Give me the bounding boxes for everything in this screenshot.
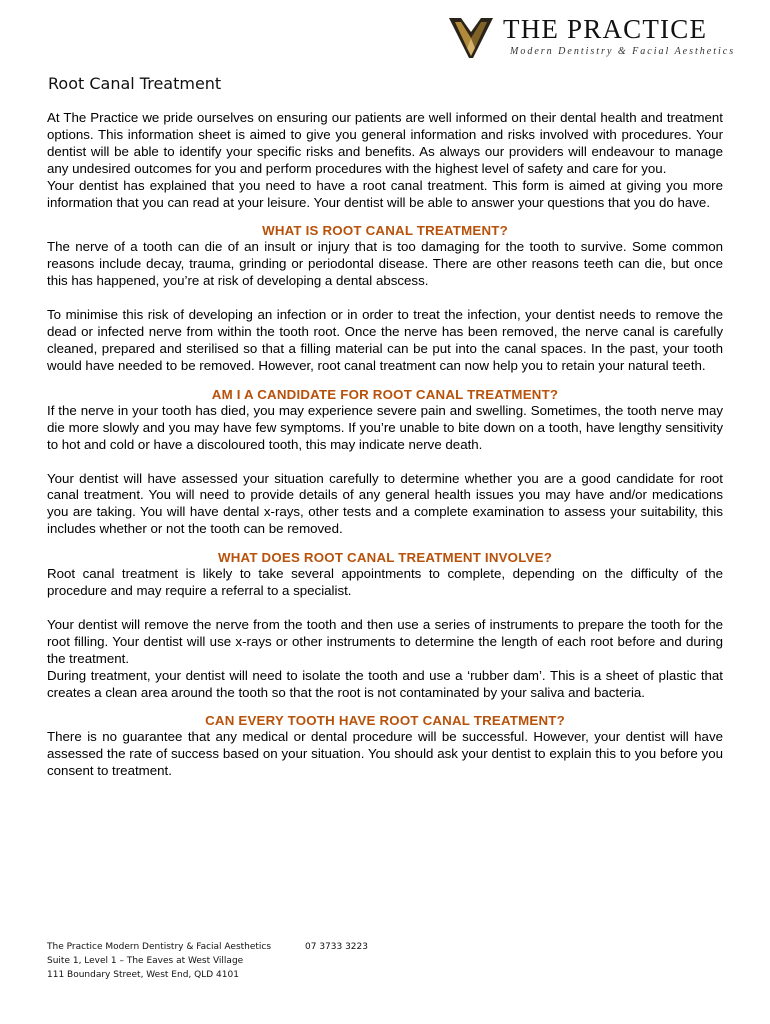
section-paragraph: There is no guarantee that any medical or dental procedure will be successful. However, your dentist will have assessed the rate of success based on your situation. You should ask your dentist to explain this to you before you consent to treatment. [47,729,723,779]
brand-tagline: Modern Dentistry & Facial Aesthetics [510,46,736,57]
section-paragraph: To minimise this risk of developing an infection or in order to treat the infection, your dentist needs to remove the dead or infected nerve from within the tooth root. Once the nerve has been removed, the nerve canal is carefully cleaned, prepared and sterilised so that a filling material can be put into the canal spaces. In the past, your tooth would have needed to be removed. However, root canal treatment can now help you to retain your natural teeth. [47,307,723,373]
section-paragraph: If the nerve in your tooth has died, you may experience severe pain and swelling. Sometimes, the tooth nerve may die more slowly and you may have few symptoms. If you’re unable to bite down on a tooth, have lengthy sensitivity to hot and cold or have a discoloured tooth, this may indicate nerve death. [47,402,723,452]
section-heading: CAN EVERY TOOTH HAVE ROOT CANAL TREATMENT? [205,713,565,729]
footer-suite: Suite 1, Level 1 – The Eaves at West Village [47,956,244,966]
document-body [47,110,723,780]
section-paragraph: Your dentist will have assessed your situation carefully to determine whether you are a good candidate for root canal treatment. You will need to provide details of any general health issues you may have and/or medications you are taking. You will have dental x-rays, other tests and a complete examination to assess your suitability, this includes whether or not the tooth can be removed. [47,470,723,537]
footer-address [47,940,368,982]
footer-practice-name: The Practice Modern Dentistry & Facial Aesthetics [47,942,272,952]
intro-paragraph: At The Practice we pride ourselves on ensuring our patients are well informed on their dental health and treatment options. This information sheet is aimed to give you general information and risks involved with procedures. Your dentist will be able to identify your specific risks and benefits. As always our providers will endeavour to manage any undesired outcomes for you and perform procedures with the highest level of safety and care for you. [47,110,723,176]
page-title: Root Canal Treatment [48,74,222,93]
section-heading: WHAT DOES ROOT CANAL TREATMENT INVOLVE? [217,550,553,566]
section-paragraph: The nerve of a tooth can die of an insult or injury that is too damaging for the tooth to survive. Some common reasons include decay, trauma, grinding or periodontal disease. There are other reasons teeth can die, but once this has happened, you’re at risk of developing a dental abscess. [47,239,723,289]
section-heading: WHAT IS ROOT CANAL TREATMENT? [262,223,508,239]
footer-phone: 07 3733 3223 [305,942,368,952]
brand-name: THE PRACTICE [503,14,708,44]
section-paragraph: Your dentist will remove the nerve from the tooth and then use a series of instruments to prepare the tooth for the root filling. Your dentist will use x-rays or other instruments to determine the length of each root before and during the treatment. [47,616,723,666]
section-heading: AM I A CANDIDATE FOR ROOT CANAL TREATMENT? [211,386,559,402]
tooth-logo-icon [447,14,495,60]
footer-street: 111 Boundary Street, West End, QLD 4101 [47,970,239,980]
section-paragraph: During treatment, your dentist will need to isolate the tooth and use a ‘rubber dam’. This is a sheet of plastic that creates a clean area around the tooth so that the root is not contaminated by your saliva and bacteria. [47,667,723,700]
intro-paragraph: Your dentist has explained that you need to have a root canal treatment. This form is aimed at giving you more information that you can read at your leisure. Your dentist will be able to answer your questions that you do have. [47,177,723,210]
practice-logo [447,12,747,62]
section-paragraph: Root canal treatment is likely to take several appointments to complete, depending on the difficulty of the procedure and may require a referral to a specialist. [47,566,723,599]
